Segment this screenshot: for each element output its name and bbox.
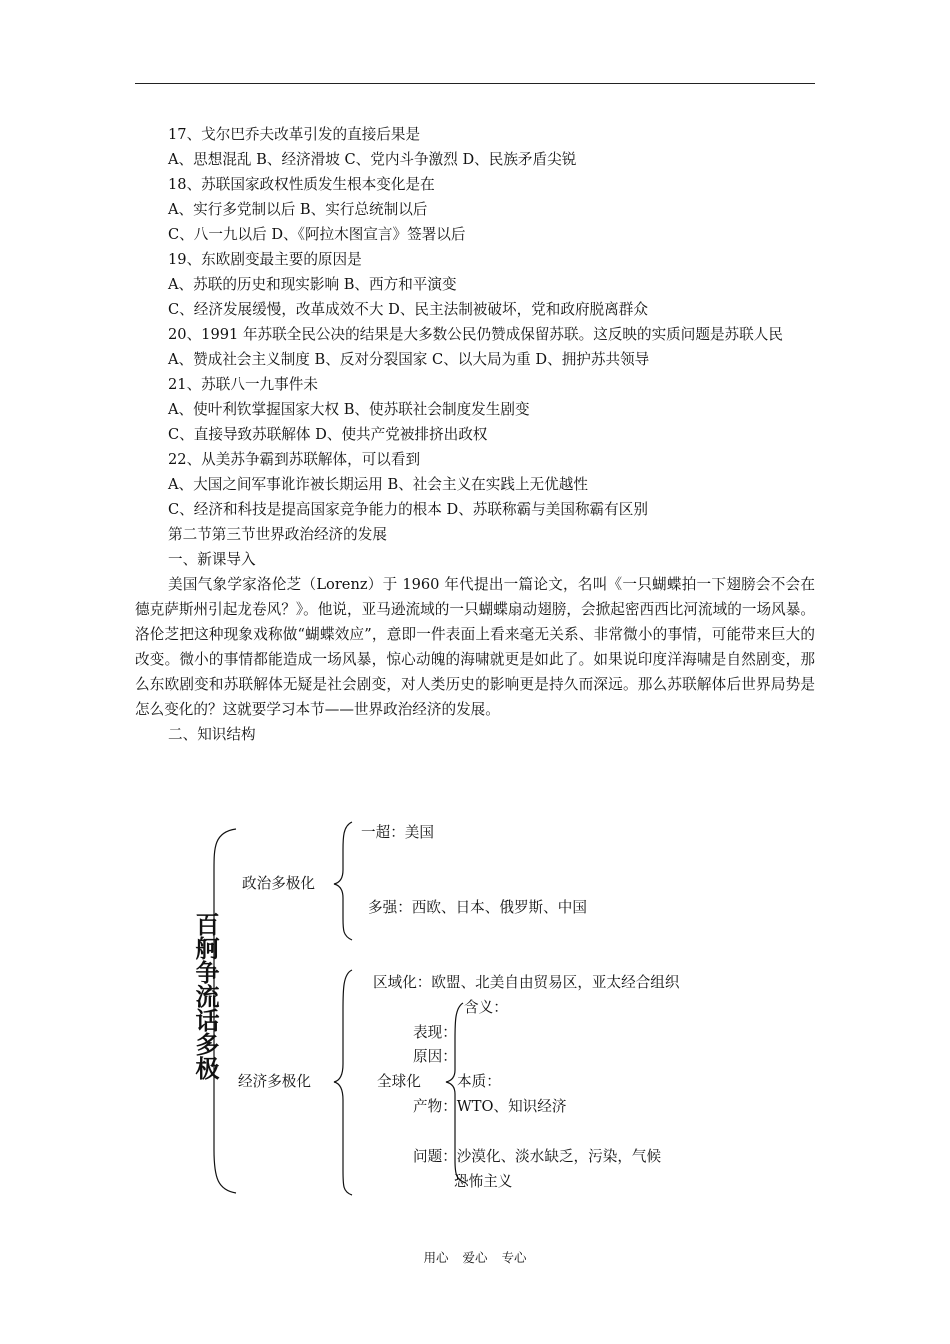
question-17: 17、戈尔巴乔夫改革引发的直接后果是 bbox=[168, 126, 421, 143]
globalization-problems: 问题：沙漠化、淡水缺乏，污染，气候 bbox=[413, 1148, 662, 1165]
globalization-brace bbox=[446, 1003, 466, 1183]
globalization-meaning: 含义： bbox=[464, 999, 508, 1016]
question-20-options: A、赞成社会主义制度 B、反对分裂国家 C、以大局为重 D、拥护苏共领导 bbox=[168, 351, 650, 368]
page-footer: 用心 爱心 专心 bbox=[423, 1250, 527, 1265]
terrorism-text: 恐怖主义 bbox=[454, 1173, 513, 1190]
economic-brace bbox=[334, 970, 352, 1195]
question-19-options-ab: A、苏联的历史和现实影响 B、西方和平演变 bbox=[168, 276, 457, 293]
many-powers-text: 多强：西欧、日本、俄罗斯、中国 bbox=[368, 899, 587, 916]
regionalization-text: 区域化：欧盟、北美自由贸易区，亚太经合组织 bbox=[373, 974, 680, 991]
question-17-options: A、思想混乱 B、经济滑坡 C、党内斗争激烈 D、民族矛盾尖锐 bbox=[168, 151, 577, 168]
intro-paragraph: 美国气象学家洛伦芝（Lorenz）于 1960 年代提出一篇论文，名叫《一只蝴蝶拍一下翅膀会不会在德克萨斯州引起龙卷风？》。他说，亚马逊流域的一只蝴蝶扇动翅膀，会掀起密西西比河流域的一场风暴。洛伦芝把这种现象戏称做“蝴蝶效应”，意即一件表面上看来毫无关系、非常微小的事情，可能带来巨大的改变。微小的事情都能造成一场风暴，惊心动魄的海啸就更是如此了。如果说印度洋海啸是自然剧变，那么东欧剧变和苏联解体无疑是社会剧变，对人类历史的影响更是持久而深远。那么苏联解体后世界局势是怎么变化的？这就要学习本节——世界政治经济的发展。 bbox=[135, 576, 815, 718]
subsection-intro-heading: 一、新课导入 bbox=[168, 551, 256, 568]
question-18-options-cd: C、八一九以后 D、《阿拉木图宣言》签署以后 bbox=[168, 226, 466, 243]
globalization-cause: 原因： bbox=[413, 1048, 457, 1065]
main-brace bbox=[214, 829, 236, 1193]
globalization-manifestation: 表现： bbox=[413, 1024, 457, 1041]
subsection-structure-heading: 二、知识结构 bbox=[168, 726, 256, 743]
question-22-options-ab: A、大国之间军事讹诈被长期运用 B、社会主义在实践上无优越性 bbox=[168, 476, 588, 493]
political-multipolarization-label: 政治多极化 bbox=[242, 875, 315, 892]
question-21: 21、苏联八一九事件未 bbox=[168, 376, 318, 393]
question-19-options-cd: C、经济发展缓慢，改革成效不大 D、民主法制被破坏，党和政府脱离群众 bbox=[168, 301, 648, 318]
header-rule bbox=[135, 83, 815, 84]
globalization-product: 产物：WTO、知识经济 bbox=[413, 1098, 567, 1115]
economic-multipolarization-label: 经济多极化 bbox=[238, 1073, 311, 1090]
question-18-options-ab: A、实行多党制以后 B、实行总统制以后 bbox=[168, 201, 428, 218]
one-superpower-text: 一超：美国 bbox=[361, 824, 434, 841]
question-22-options-cd: C、经济和科技是提高国家竞争能力的根本 D、苏联称霸与美国称霸有区别 bbox=[168, 501, 648, 518]
diagram-title: 百舸争流话多极 bbox=[191, 912, 219, 1080]
document-body bbox=[135, 122, 815, 747]
question-21-options-ab: A、使叶利钦掌握国家大权 B、使苏联社会制度发生剧变 bbox=[168, 401, 530, 418]
question-22: 22、从美苏争霸到苏联解体，可以看到 bbox=[168, 451, 421, 468]
globalization-essence: 本质： bbox=[457, 1073, 501, 1090]
globalization-label: 全球化 bbox=[377, 1073, 421, 1090]
question-18: 18、苏联国家政权性质发生根本变化是在 bbox=[168, 176, 435, 193]
section-heading: 第二节第三节世界政治经济的发展 bbox=[168, 526, 387, 543]
question-20: 20、1991 年苏联全民公决的结果是大多数公民仍赞成保留苏联。这反映的实质问题是苏联人民 bbox=[168, 326, 783, 343]
question-21-options-cd: C、直接导致苏联解体 D、使共产党被排挤出政权 bbox=[168, 426, 488, 443]
question-19: 19、东欧剧变最主要的原因是 bbox=[168, 251, 362, 268]
political-brace bbox=[334, 822, 352, 940]
